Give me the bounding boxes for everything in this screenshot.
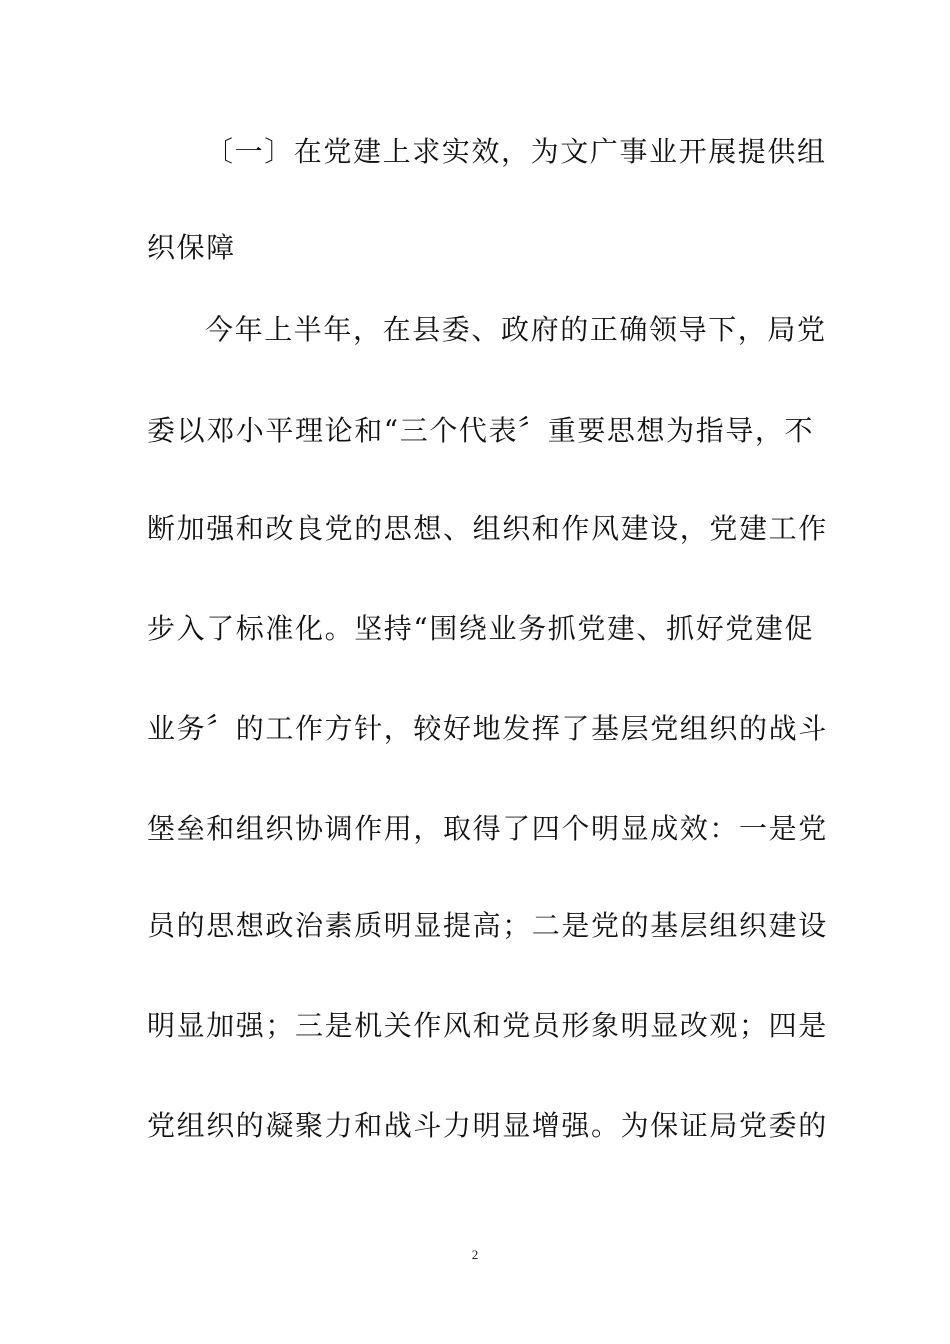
paragraph-line: 断加强和改良党的思想、组织和作风建设，党建工作 xyxy=(147,512,828,545)
paragraph-line: 党组织的凝聚力和战斗力明显增强。为保证局党委的 xyxy=(147,1109,828,1142)
paragraph-line: 堡垒和组织协调作用，取得了四个明显成效：一是党 xyxy=(147,812,828,845)
paragraph-line: 业务〞的工作方针，较好地发挥了基层党组织的战斗 xyxy=(147,712,828,745)
section-heading-line-2: 织保障 xyxy=(147,231,236,264)
page-number: 2 xyxy=(471,1247,479,1262)
paragraph-line: 员的思想政治素质明显提高；二是党的基层组织建设 xyxy=(147,909,828,942)
paragraph-line: 委以邓小平理论和“三个代表〞重要思想为指导，不 xyxy=(147,414,815,447)
paragraph-line: 明显加强；三是机关作风和党员形象明显改观；四是 xyxy=(147,1009,828,1042)
section-heading-line-1: 〔一〕在党建上求实效，为文广事业开展提供组 xyxy=(205,135,827,168)
paragraph-line: 步入了标准化。坚持“围绕业务抓党建、抓好党建促 xyxy=(147,612,815,645)
paragraph-line: 今年上半年，在县委、政府的正确领导下，局党 xyxy=(205,313,827,346)
